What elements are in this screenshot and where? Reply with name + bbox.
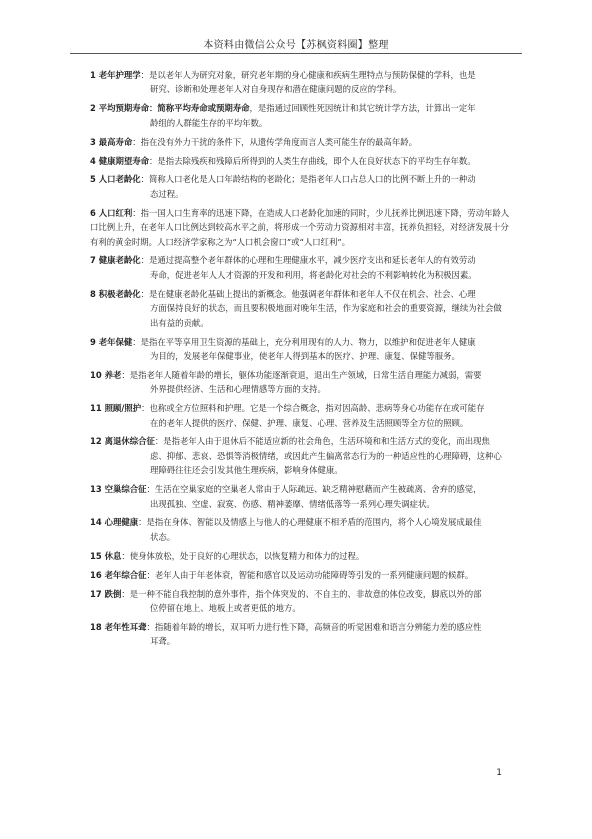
entry-13 xyxy=(90,482,510,511)
entry-14 xyxy=(90,515,510,544)
entry-1 xyxy=(90,68,510,97)
entry-text-continued: 位停留在地上、地板上或者更低的地方。 xyxy=(150,603,301,613)
entry-text-continued: 研究、诊断和处理老年人对自身现存和潜在健康问题的反应的学科。 xyxy=(150,84,402,95)
entry-2 xyxy=(90,101,510,130)
entry-text: ：是指老年人由于退休后不能适应新的社会角色，生活环境和和生活方式的变化，而出现焦 xyxy=(154,436,490,447)
entry-text: ：简称人口老化是人口年龄结构的老龄化；是指老年人口占总人口的比例不断上升的一种动 xyxy=(140,174,476,185)
entry-text: ：使身体放松，处于良好的心理状态，以恢复精力和体力的过程。 xyxy=(121,550,365,561)
entry-text-continued: 寿命，促进老年人人才资源的开发和利用，将老龄化对社会的不利影响转化为积极因素。 xyxy=(150,269,477,280)
entry-term: 16 老年综合征 xyxy=(90,569,147,580)
entry-text: ：生活在空巢家庭的空巢老人常由于人际疏远、缺乏精神慰藉而产生被疏离、舍弃的感觉， xyxy=(146,484,482,495)
entry-term: 4 健康期望寿命 xyxy=(90,155,149,166)
entry-text-continued: 为目的，发展老年保健事业，使老年人得到基本的医疗、护理、康复、保健等服务。 xyxy=(150,350,460,361)
entry-text-continued: 出现孤独、空虚、寂寞、伤感、精神萎靡、情绪低落等一系列心理失调症状。 xyxy=(150,498,435,509)
entry-18 xyxy=(90,620,510,649)
entry-text-continued: 耳聋。 xyxy=(150,636,176,647)
entry-3 xyxy=(90,135,510,149)
entry-text-continued: 态过程。 xyxy=(150,188,184,199)
page-number: 1 xyxy=(496,768,502,778)
entry-term: 10 养老 xyxy=(90,369,122,380)
entry-term: 3 最高寿命 xyxy=(90,136,133,147)
entry-5 xyxy=(90,172,510,201)
entry-15 xyxy=(90,549,510,563)
entry-term: 13 空巢综合征 xyxy=(90,484,147,495)
entry-text: ：是指老年人随着年龄的增长，躯体功能逐渐衰退，退出生产领域，日常生活自理能力减弱，需要 xyxy=(121,369,482,380)
entry-text: ：是指在身体、智能以及情感上与他人的心理健康不相矛盾的范围内，将个人心境发展成最佳 xyxy=(138,517,482,528)
entry-text: ：是在健康老龄化基础上提出的新概念。他强调老年群体和老年人不仅在机会、社会、心理 xyxy=(140,288,476,299)
entry-text-continued: 龄组的人群能生存的平均年数。 xyxy=(150,117,268,128)
entries-list xyxy=(90,68,510,653)
entry-term: 5 人口老龄化 xyxy=(90,174,141,185)
entry-text: ：是指去除残疾和残障后所得到的人类生存曲线，即个人在良好状态下的平均生存年数。 xyxy=(149,155,476,166)
entry-term: 7 健康老龄化 xyxy=(90,255,141,266)
entry-4 xyxy=(90,154,510,168)
entry-term: 6 人口红利 xyxy=(90,207,133,218)
entry-10 xyxy=(90,368,510,397)
entry-term: 12 离退休综合征 xyxy=(90,436,155,447)
entry-term: 9 老年保健 xyxy=(90,336,133,347)
entry-text: ：也称或全方位照料和护理。它是一个综合概念，指对因高龄、悲病等身心功能存在或可能存 xyxy=(141,403,485,414)
entry-8 xyxy=(90,287,510,330)
entry-term: 11 照顾/照护 xyxy=(90,403,142,414)
entry-text-continued: 外界提供经济、生活和心理情感等方面的支持。 xyxy=(150,384,326,395)
entry-term: 15 休息 xyxy=(90,550,122,561)
entry-7 xyxy=(90,253,510,282)
entry-11 xyxy=(90,401,510,430)
entry-text: ：指随着年龄的增长，双耳听力进行性下降，高频音的听觉困难和语言分辨能力差的感应性 xyxy=(146,621,482,632)
entry-term: 18 老年性耳聋 xyxy=(90,621,147,632)
entry-16 xyxy=(90,568,510,582)
entry-term: 14 心理健康 xyxy=(90,517,139,528)
entry-term: 2 平均预期寿命：简称平均寿命或预期寿命 xyxy=(90,103,250,114)
document-header: 本资料由微信公众号【苏枫资料圈】整理 xyxy=(203,40,389,51)
entry-9 xyxy=(90,335,510,364)
entry-17 xyxy=(90,587,510,616)
entry-12 xyxy=(90,434,510,477)
entry-text: ：是以老年人为研究对象，研究老年期的身心健康和疾病生理特点与预防保健的学科，也是 xyxy=(140,70,476,80)
entry-text-continued: 状态。 xyxy=(150,531,176,542)
entry-6 xyxy=(90,206,510,249)
entry-text: ：老年人由于年老体衰，智能和感官以及运动功能障碍等引发的一系列健康问题的候群。 xyxy=(146,569,474,580)
entry-text: ：是指在平等享用卫生资源的基础上，充分利用现有的人力、物力，以维护和促进老年人健康 xyxy=(132,336,476,347)
header-rule xyxy=(70,53,522,54)
entry-text: ，是指通过回顾性死因统计和其它统计学方法，计算出一定年 xyxy=(249,103,476,114)
entry-text-continued: 虑、抑郁、悲哀、恐惧等消极情绪，或因此产生偏离常态行为的一种适应性的心理障碍，这种心理障碍往往还会引发其他生理疾病，影响身体健康。 xyxy=(150,450,502,476)
entry-text: ：指一国人口生育率的迅速下降，在造成人口老龄化加速的同时，少儿抚养比例迅速下降，劳动年龄人口比例上升，在老年人口比例达到较高水平之前，将形成一个劳动力资源相对丰富，抚养负担轻，对经济发展十分有利的黄金时期。人口经济学家称之为“人口机会窗口”或“人口红利”。 xyxy=(90,207,510,247)
entry-text: ：是一种不能自我控制的意外事件，指个体突发的、不自主的、非故意的体位改变，脚底以外的部 xyxy=(121,588,482,599)
entry-text-continued: 方面保持良好的状态，而且要积极地面对晚年生活，作为家庭和社会的重要资源，继续为社会做出有益的贡献。 xyxy=(150,303,502,328)
entry-text: ：指在没有外力干扰的条件下，从遗传学角度而言人类可能生存的最高年龄。 xyxy=(132,136,417,147)
entry-text-continued: 在的老年人提供的医疗、保健、护理、康复、心理、营养及生活照顾等全方位的照顾。 xyxy=(150,417,469,428)
entry-term: 17 跌倒 xyxy=(90,588,122,599)
entry-term: 8 积极老龄化 xyxy=(90,288,141,299)
entry-text: ：是通过提高整个老年群体的心理和生理健康水平，减少医疗支出和延长老年人的有效劳动 xyxy=(140,255,476,266)
entry-term: 1 老年护理学 xyxy=(90,70,141,80)
